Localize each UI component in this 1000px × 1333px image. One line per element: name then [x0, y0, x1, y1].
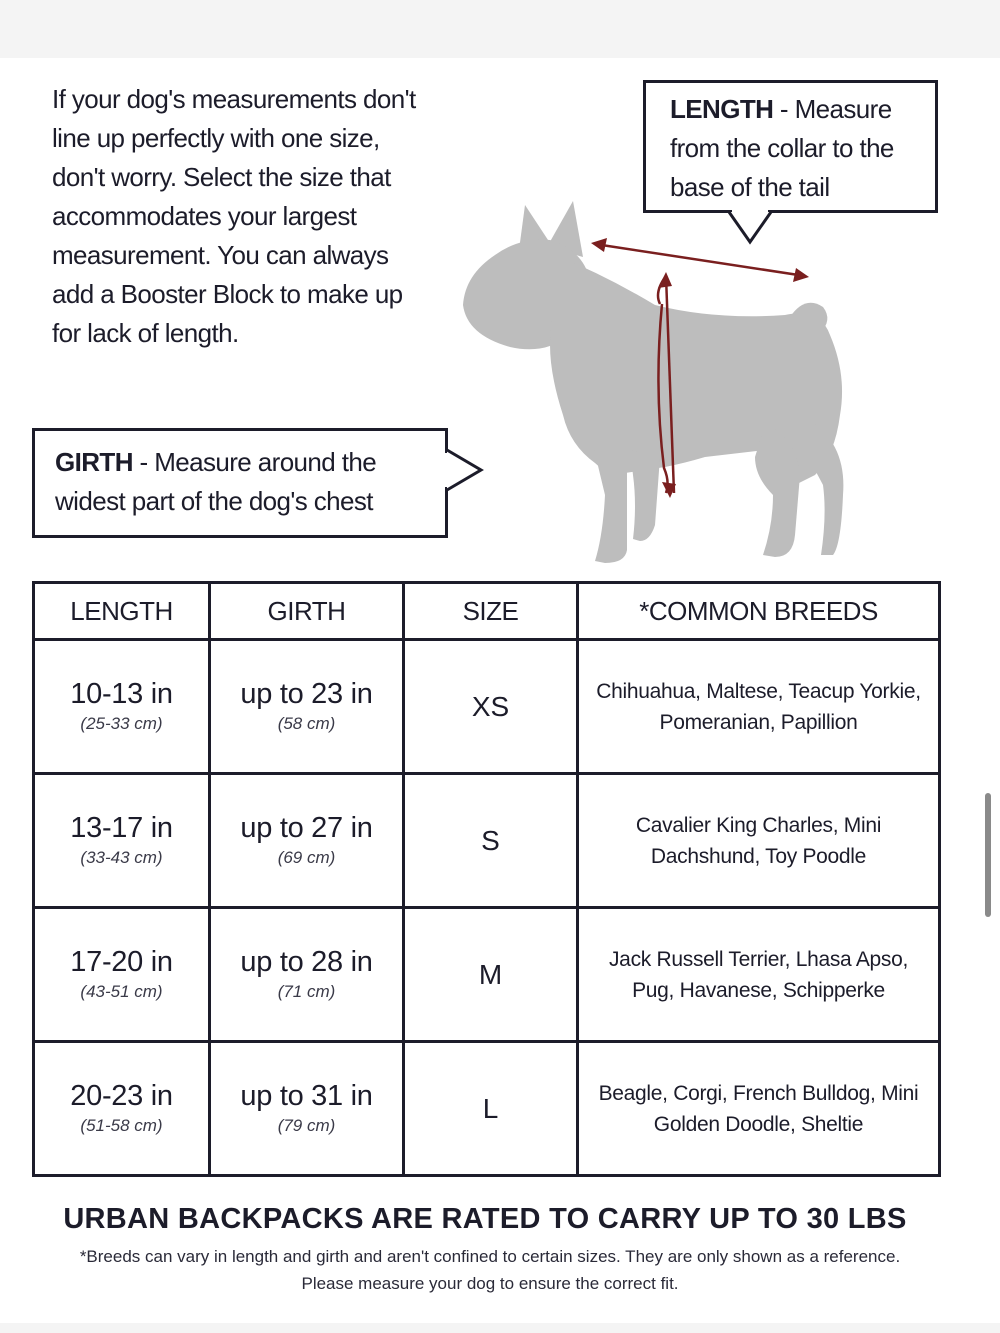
girth-cell — [210, 1042, 404, 1176]
girth-cm: (71 cm) — [277, 981, 336, 1001]
breeds-cell: Beagle, Corgi, French Bulldog, Mini Golden Doodle, Sheltie — [578, 1042, 940, 1176]
breeds-cell: Cavalier King Charles, Mini Dachshund, Toy Poodle — [578, 774, 940, 908]
table-header-row — [34, 583, 940, 640]
girth-in: up to 27 in — [240, 811, 373, 844]
footnote: *Breeds can vary in length and girth and aren't confined to certain sizes. They are only shown as a reference. Please measure your dog to ensure the correct fit. — [79, 1247, 901, 1293]
length-in: 10-13 in — [70, 677, 173, 710]
table-row — [34, 774, 940, 908]
table-row — [34, 908, 940, 1042]
girth-cell — [210, 908, 404, 1042]
length-callout — [643, 80, 938, 213]
breeds-cell: Jack Russell Terrier, Lhasa Apso, Pug, Havanese, Schipperke — [578, 908, 940, 1042]
length-callout-term: LENGTH — [670, 94, 774, 124]
girth-in: up to 23 in — [240, 677, 373, 710]
length-cell — [34, 1042, 210, 1176]
girth-callout-description: - Measure around the widest part of the dog's chest — [55, 447, 377, 516]
size-cell: M — [404, 908, 578, 1042]
scrollbar-thumb[interactable] — [985, 793, 991, 917]
breeds-cell: Chihuahua, Maltese, Teacup Yorkie, Pomeranian, Papillion — [578, 640, 940, 774]
size-cell: L — [404, 1042, 578, 1176]
girth-callout-term: GIRTH — [55, 447, 133, 477]
header-length: LENGTH — [34, 583, 210, 640]
girth-callout — [32, 428, 448, 538]
length-cell — [34, 908, 210, 1042]
length-cell — [34, 774, 210, 908]
girth-in: up to 31 in — [240, 1079, 373, 1112]
length-cm: (25-33 cm) — [80, 713, 163, 733]
girth-callout-pointer-icon — [445, 448, 485, 492]
size-cell: S — [404, 774, 578, 908]
table-row — [34, 1042, 940, 1176]
length-in: 13-17 in — [70, 811, 173, 844]
intro-text: If your dog's measurements don't line up perfectly with one size, don't worry. Select the size that accommodates your largest measurement. You can always add a Booster Block to make up for lack of length. — [52, 84, 416, 348]
length-in: 17-20 in — [70, 945, 173, 978]
rating-text: URBAN BACKPACKS ARE RATED TO CARRY UP TO 30 LBS — [63, 1203, 907, 1235]
girth-cm: (79 cm) — [277, 1115, 336, 1135]
girth-measure-arrow-icon — [640, 268, 690, 503]
length-cm: (51-58 cm) — [80, 1115, 163, 1135]
size-cell: XS — [404, 640, 578, 774]
length-in: 20-23 in — [70, 1079, 173, 1112]
length-cm: (33-43 cm) — [80, 847, 163, 867]
girth-cm: (69 cm) — [277, 847, 336, 867]
length-callout-description: - Measure from the collar to the base of the tail — [670, 94, 894, 202]
length-cell — [34, 640, 210, 774]
length-cm: (43-51 cm) — [80, 981, 163, 1001]
girth-in: up to 28 in — [240, 945, 373, 978]
length-measure-arrow-icon — [585, 232, 815, 287]
girth-cell — [210, 640, 404, 774]
length-callout-pointer-icon — [727, 210, 773, 246]
table-row — [34, 640, 940, 774]
header-girth: GIRTH — [210, 583, 404, 640]
header-common-breeds: *COMMON BREEDS — [578, 583, 940, 640]
girth-cell — [210, 774, 404, 908]
header-size: SIZE — [404, 583, 578, 640]
size-table — [32, 581, 941, 1177]
girth-cm: (58 cm) — [277, 713, 336, 733]
